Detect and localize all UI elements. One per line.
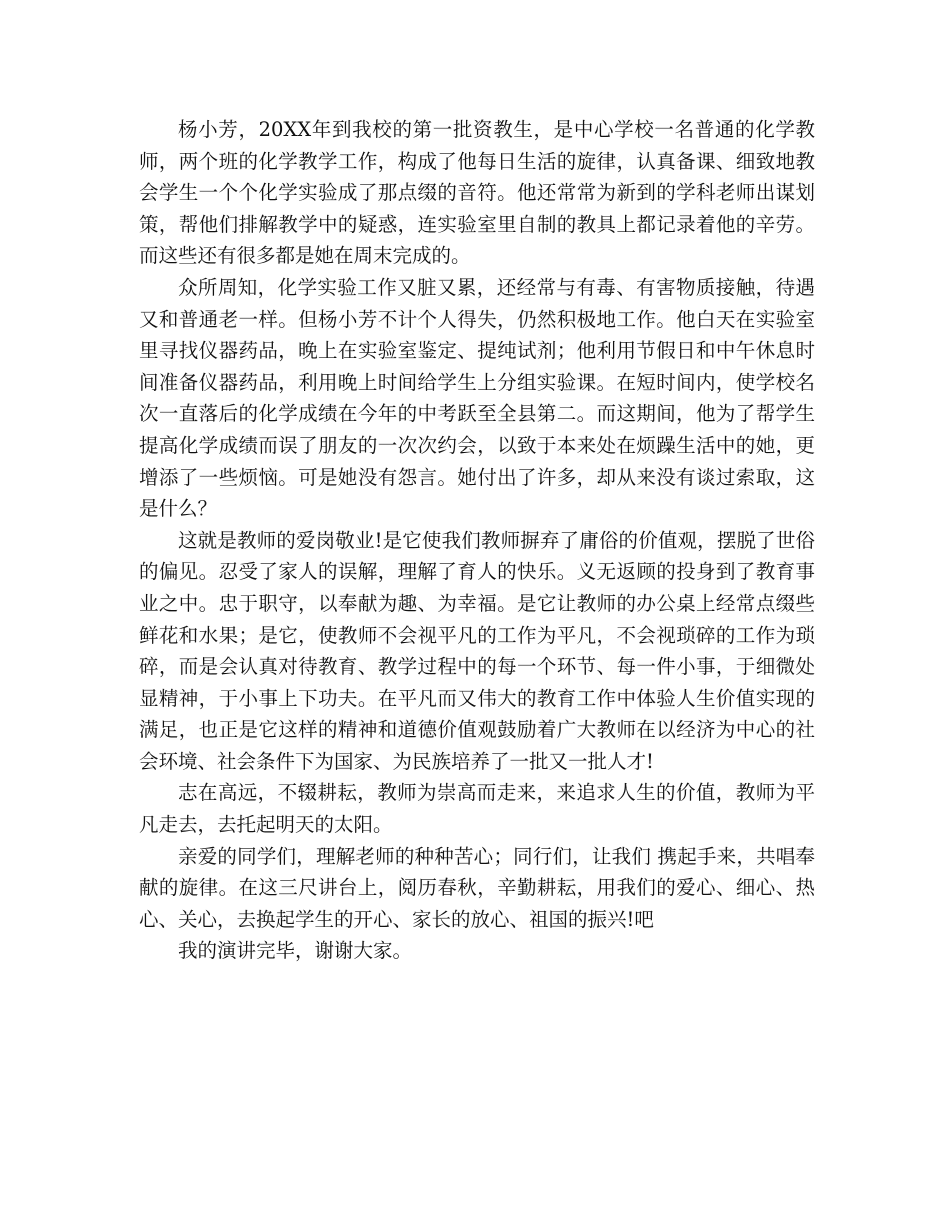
paragraph-2: 众所周知，化学实验工作又脏又累，还经常与有毒、有害物质接触，待遇又和普通老一样。但杨小芳不计个人得失，仍然积极地工作。他白天在实验室里寻找仪器药品，晚上在实验室鉴定、提纯试剂；他利用节假日和中午休息时间准备仪器药品，利用晚上时间给学生上分组实验课。在短时间内，使学校名次一直落后的化学成绩在今年的中考跃至全县第二。而这期间，他为了帮学生提高化学成绩而误了朋友的一次次约会，以致于本来处在烦躁生活中的她，更增添了一些烦恼。可是她没有怨言。她付出了许多，却从来没有谈过索取，这是什么？ bbox=[139, 275, 815, 521]
paragraph-3: 这就是教师的爱岗敬业!是它使我们教师摒弃了庸俗的价值观，摆脱了世俗的偏见。忍受了家人的误解，理解了育人的快乐。义无返顾的投身到了教育事业之中。忠于职守，以奉献为趣、为幸福。是它让教师的办公桌上经常点缀些鲜花和水果；是它，使教师不会视平凡的工作为平凡，不会视琐碎的工作为琐碎，而是会认真对待教育、教学过程中的每一个环节、每一件小事，于细微处显精神，于小事上下功夫。在平凡而又伟大的教育工作中体验人生价值实现的满足，也正是它这样的精神和道德价值观鼓励着广大教师在以经济为中心的社会环境、社会条件下为国家、为民族培养了一批又一批人才! bbox=[139, 528, 815, 773]
paragraph-4: 志在高远，不辍耕耘，教师为崇高而走来，来追求人生的价值，教师为平凡走去，去托起明天的太阳。 bbox=[139, 781, 815, 837]
paragraph-5: 亲爱的同学们，理解老师的种种苦心；同行们，让我们 携起手来，共唱奉献的旋律。在这三尺讲台上，阅历春秋，辛勤耕耘，用我们的爱心、细心、热心、关心，去换起学生的开心、家长的放心、祖国的振兴!吧 bbox=[139, 844, 815, 931]
paragraph-6: 我的演讲完毕，谢谢大家。 bbox=[178, 939, 413, 963]
paragraph-1: 杨小芳，20XX年到我校的第一批资教生，是中心学校一名普通的化学教师，两个班的化学教学工作，构成了他每日生活的旋律，认真备课、细致地教会学生一个个化学实验成了那点缀的音符。他还常常为新到的学科老师出谋划策，帮他们排解教学中的疑惑，连实验室里自制的教具上都记录着他的辛劳。而这些还有很多都是她在周末完成的。 bbox=[139, 118, 815, 268]
document-body bbox=[139, 114, 815, 967]
